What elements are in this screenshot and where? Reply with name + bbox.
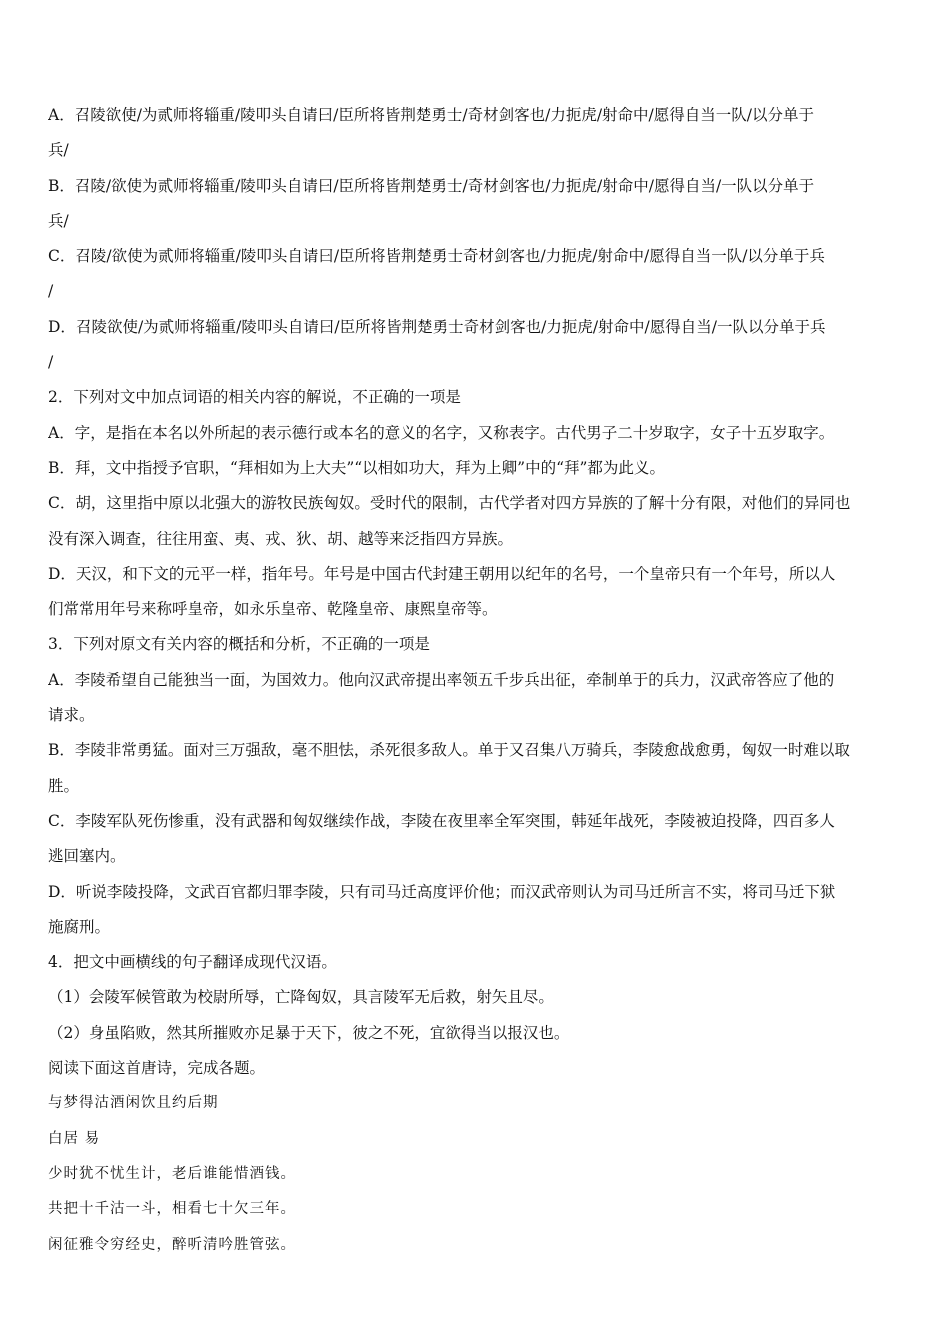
option-label: B． — [48, 176, 75, 195]
q2-option-a: A．字，是指在本名以外所起的表示德行或本名的意义的名字，又称表字。古代男子二十岁取字，女子十五岁取字。 — [48, 423, 835, 442]
option-text-cont: / — [48, 282, 54, 301]
poem-author: 白居 易 — [48, 1130, 101, 1147]
option-label: D． — [48, 317, 76, 336]
q3-option-c-cont: 逃回塞内。 — [48, 847, 126, 866]
document-page — [48, 98, 908, 1263]
q3-option-b-cont: 胜。 — [48, 776, 80, 795]
q2-option-d-cont: 们常常用年号来称呼皇帝，如永乐皇帝、乾隆皇帝、康熙皇帝等。 — [48, 600, 498, 619]
reading-intro: 阅读下面这首唐诗，完成各题。 — [48, 1059, 266, 1078]
option-text-cont: 兵/ — [48, 141, 69, 160]
q3-option-b: B．李陵非常勇猛。面对三万强敌，毫不胆怯，杀死很多敌人。单于又召集八万骑兵，李陵愈战愈勇，匈奴一时难以取 — [48, 741, 850, 760]
option-text: 召陵/欲使为贰师将辎重/陵叩头自请曰/臣所将皆荆楚勇士奇材剑客也/力扼虎/射命中/愿得自当一队/以分单于兵 — [75, 247, 825, 266]
option-text-cont: / — [48, 353, 54, 372]
q2-option-c-cont: 没有深入调查，往往用蛮、夷、戎、狄、胡、越等来泛指四方异族。 — [48, 529, 514, 548]
q3-option-c: C．李陵军队死伤惨重，没有武器和匈奴继续作战，李陵在夜里率全军突围，韩延年战死，李陵被迫投降，四百多人 — [48, 811, 835, 830]
q3-option-a-cont: 请求。 — [48, 706, 95, 725]
q1-option-b — [48, 169, 908, 240]
poem-line: 共把十千沽一斗，相看七十欠三年。 — [48, 1201, 296, 1218]
q2-stem: 2．下列对文中加点词语的相关内容的解说，不正确的一项是 — [48, 388, 461, 407]
q3-stem: 3．下列对原文有关内容的概括和分析，不正确的一项是 — [48, 635, 430, 654]
q2-option-d: D．天汉，和下文的元平一样，指年号。年号是中国古代封建王朝用以纪年的名号，一个皇帝只有一个年号，所以人 — [48, 564, 836, 583]
q3-option-a: A．李陵希望自己能独当一面，为国效力。他向汉武帝提出率领五千步兵出征，牵制单于的兵力，汉武帝答应了他的 — [48, 670, 835, 689]
option-text-cont: 兵/ — [48, 211, 69, 230]
q3-option-d: D．听说李陵投降，文武百官都归罪李陵，只有司马迁高度评价他；而汉武帝则认为司马迁所言不实，将司马迁下狱 — [48, 882, 836, 901]
poem-line: 闲征雅令穷经史，醉听清吟胜管弦。 — [48, 1236, 296, 1253]
q1-option-d — [48, 310, 908, 381]
q1-option-c — [48, 239, 908, 310]
q3-option-d-cont: 施腐刑。 — [48, 917, 111, 936]
option-text: 召陵欲使/为贰师将辎重/陵叩头自请曰/臣所将皆荆楚勇士/奇材剑客也/力扼虎/射命中/愿得自当一队/以分单于 — [74, 106, 814, 124]
option-label: C． — [48, 247, 76, 266]
q1-option-a — [48, 98, 908, 169]
option-label: A． — [48, 106, 75, 124]
q2-option-b: B．拜，文中指授予官职，“拜相如为上大夫”“以相如功大，拜为上卿”中的“拜”都为此义。 — [48, 458, 665, 477]
poem-line: 少时犹不忧生计，老后谁能惜酒钱。 — [48, 1165, 296, 1182]
q2-option-c: C．胡，这里指中原以北强大的游牧民族匈奴。受时代的限制，古代学者对四方异族的了解十分有限，对他们的异同也 — [48, 494, 851, 513]
option-text: 召陵欲使/为贰师将辎重/陵叩头自请曰/臣所将皆荆楚勇士奇材剑客也/力扼虎/射命中/愿得自当/一队以分单于兵 — [75, 317, 826, 336]
poem — [48, 1086, 908, 1262]
q4-sentence-1: （1）会陵军候管敢为校尉所辱，亡降匈奴，具言陵军无后救，射矢且尽。 — [48, 988, 554, 1007]
option-text: 召陵/欲使为贰师将辎重/陵叩头自请曰/臣所将皆荆楚勇士/奇材剑客也/力扼虎/射命中/愿得自当/一队以分单于 — [74, 176, 815, 195]
q4-sentence-2: （2）身虽陷败，然其所摧败亦足暴于天下，彼之不死，宜欲得当以报汉也。 — [48, 1023, 570, 1042]
q4-stem: 4．把文中画横线的句子翻译成现代汉语。 — [48, 953, 337, 972]
poem-title: 与梦得沽酒闲饮且约后期 — [48, 1095, 219, 1112]
